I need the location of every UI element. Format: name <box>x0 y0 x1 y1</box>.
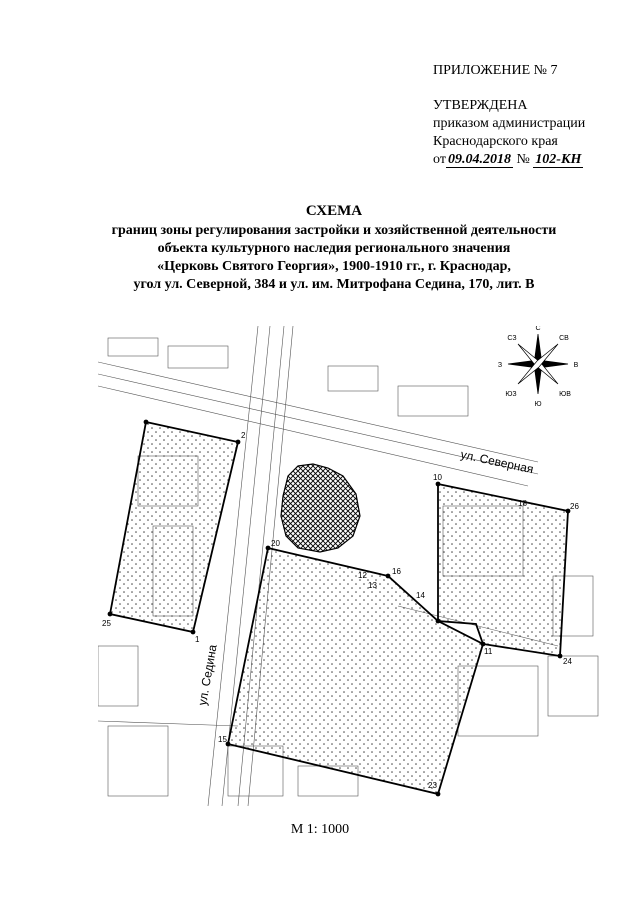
compass-sw: ЮЗ <box>505 391 517 398</box>
compass-ne: СВ <box>559 335 569 342</box>
point-label: 26 <box>570 502 579 511</box>
title-line-4: угол ул. Северной, 384 и ул. им. Митрофана Седина, 170, лит. В <box>133 277 535 292</box>
street-sedina: ул. Седина <box>195 643 220 707</box>
point-label: 10 <box>433 473 442 482</box>
number-label: № <box>516 152 530 167</box>
approval-number: 102-КН <box>535 152 582 167</box>
compass-rose <box>498 326 579 408</box>
appendix-label: ПРИЛОЖЕНИЕ № 7 <box>433 63 558 78</box>
document-title <box>60 202 608 294</box>
point-label: 12 <box>358 571 367 580</box>
church-footprint <box>281 464 360 552</box>
point-label: 14 <box>416 591 425 600</box>
map-scale: М 1: 1000 <box>290 822 350 837</box>
compass-w: З <box>497 362 503 369</box>
point-label: 18 <box>518 499 527 508</box>
point-label: 11 <box>484 647 493 656</box>
title-line-1: границ зоны регулирования застройки и хозяйственной деятельности <box>111 223 557 238</box>
compass-s: Ю <box>534 401 542 408</box>
point-label: 20 <box>271 539 280 548</box>
point-label: 15 <box>218 735 227 744</box>
title-line-3: «Церковь Святого Георгия», 1900-1910 гг., г. Краснодар, <box>157 259 511 274</box>
point-label: 16 <box>392 567 401 576</box>
compass-nw: СЗ <box>507 335 517 342</box>
point-label: 23 <box>428 781 437 790</box>
approval-date: 09.04.2018 <box>447 152 511 167</box>
point-label: 2 <box>241 431 246 440</box>
approval-block <box>433 62 585 169</box>
from-label: от <box>433 152 446 167</box>
zone-map <box>98 326 608 806</box>
point-label: 25 <box>102 619 111 628</box>
compass-se: ЮВ <box>559 391 571 398</box>
point-label: 1 <box>195 635 200 644</box>
street-severnaya: ул. Северная <box>459 447 535 477</box>
title-main: СХЕМА <box>305 203 363 219</box>
approval-line-1: приказом администрации <box>433 116 586 131</box>
compass-n: С <box>535 326 541 332</box>
approved-label: УТВЕРЖДЕНА <box>433 98 528 113</box>
title-line-2: объекта культурного наследия регионального значения <box>157 241 511 256</box>
approval-date-line <box>433 151 585 169</box>
point-label: 13 <box>368 581 377 590</box>
approval-line-2: Краснодарского края <box>433 134 558 149</box>
point-label: 24 <box>563 657 572 666</box>
zone-west <box>110 422 238 632</box>
compass-e: В <box>573 362 579 369</box>
